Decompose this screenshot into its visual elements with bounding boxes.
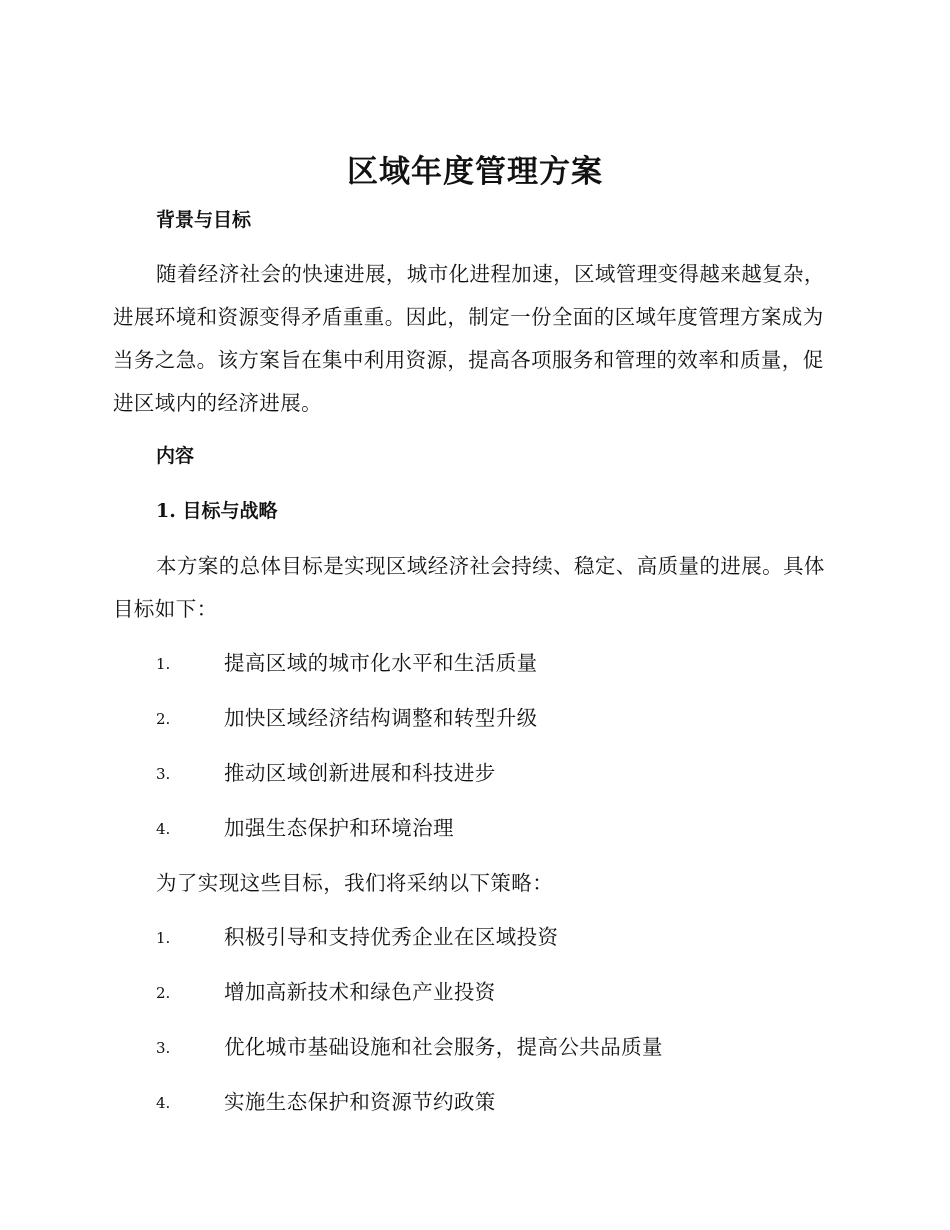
list-number: 3. bbox=[156, 1039, 171, 1057]
list-text: 推动区域创新进展和科技进步 bbox=[224, 761, 496, 785]
strategy-intro: 为了实现这些目标，我们将采纳以下策略： bbox=[156, 871, 554, 895]
section-heading-background: 背景与目标 bbox=[156, 209, 252, 231]
list-number: 1. bbox=[156, 655, 171, 673]
list-text: 加快区域经济结构调整和转型升级 bbox=[224, 706, 538, 730]
list-text: 积极引导和支持优秀企业在区域投资 bbox=[224, 925, 559, 949]
list-number: 4. bbox=[156, 820, 171, 838]
list-text: 增加高新技术和绿色产业投资 bbox=[224, 980, 496, 1004]
goals-paragraph: 本方案的总体目标是实现区域经济社会持续、稳定、高质量的进展。具体目标如下： bbox=[113, 554, 825, 621]
list-text: 加强生态保护和环境治理 bbox=[224, 816, 454, 840]
list-text: 优化城市基础设施和社会服务，提高公共品质量 bbox=[224, 1035, 663, 1059]
document-title: 区域年度管理方案 bbox=[347, 154, 603, 190]
list-number: 2. bbox=[156, 984, 171, 1002]
section-heading-content: 内容 bbox=[156, 445, 195, 467]
list-number: 2. bbox=[156, 710, 171, 728]
list-number: 1. bbox=[156, 929, 171, 947]
section-heading-goals: 1. 目标与战略 bbox=[156, 500, 278, 522]
background-paragraph: 随着经济社会的快速进展，城市化进程加速，区域管理变得越来越复杂，进展环境和资源变得矛盾重重。因此，制定一份全面的区域年度管理方案成为当务之急。该方案旨在集中利用资源，提高各项服务和管理的效率和质量，促进区域内的经济进展。 bbox=[113, 262, 825, 415]
list-number: 4. bbox=[156, 1094, 171, 1112]
list-text: 提高区域的城市化水平和生活质量 bbox=[224, 651, 538, 675]
list-number: 3. bbox=[156, 765, 171, 783]
list-text: 实施生态保护和资源节约政策 bbox=[224, 1090, 496, 1114]
